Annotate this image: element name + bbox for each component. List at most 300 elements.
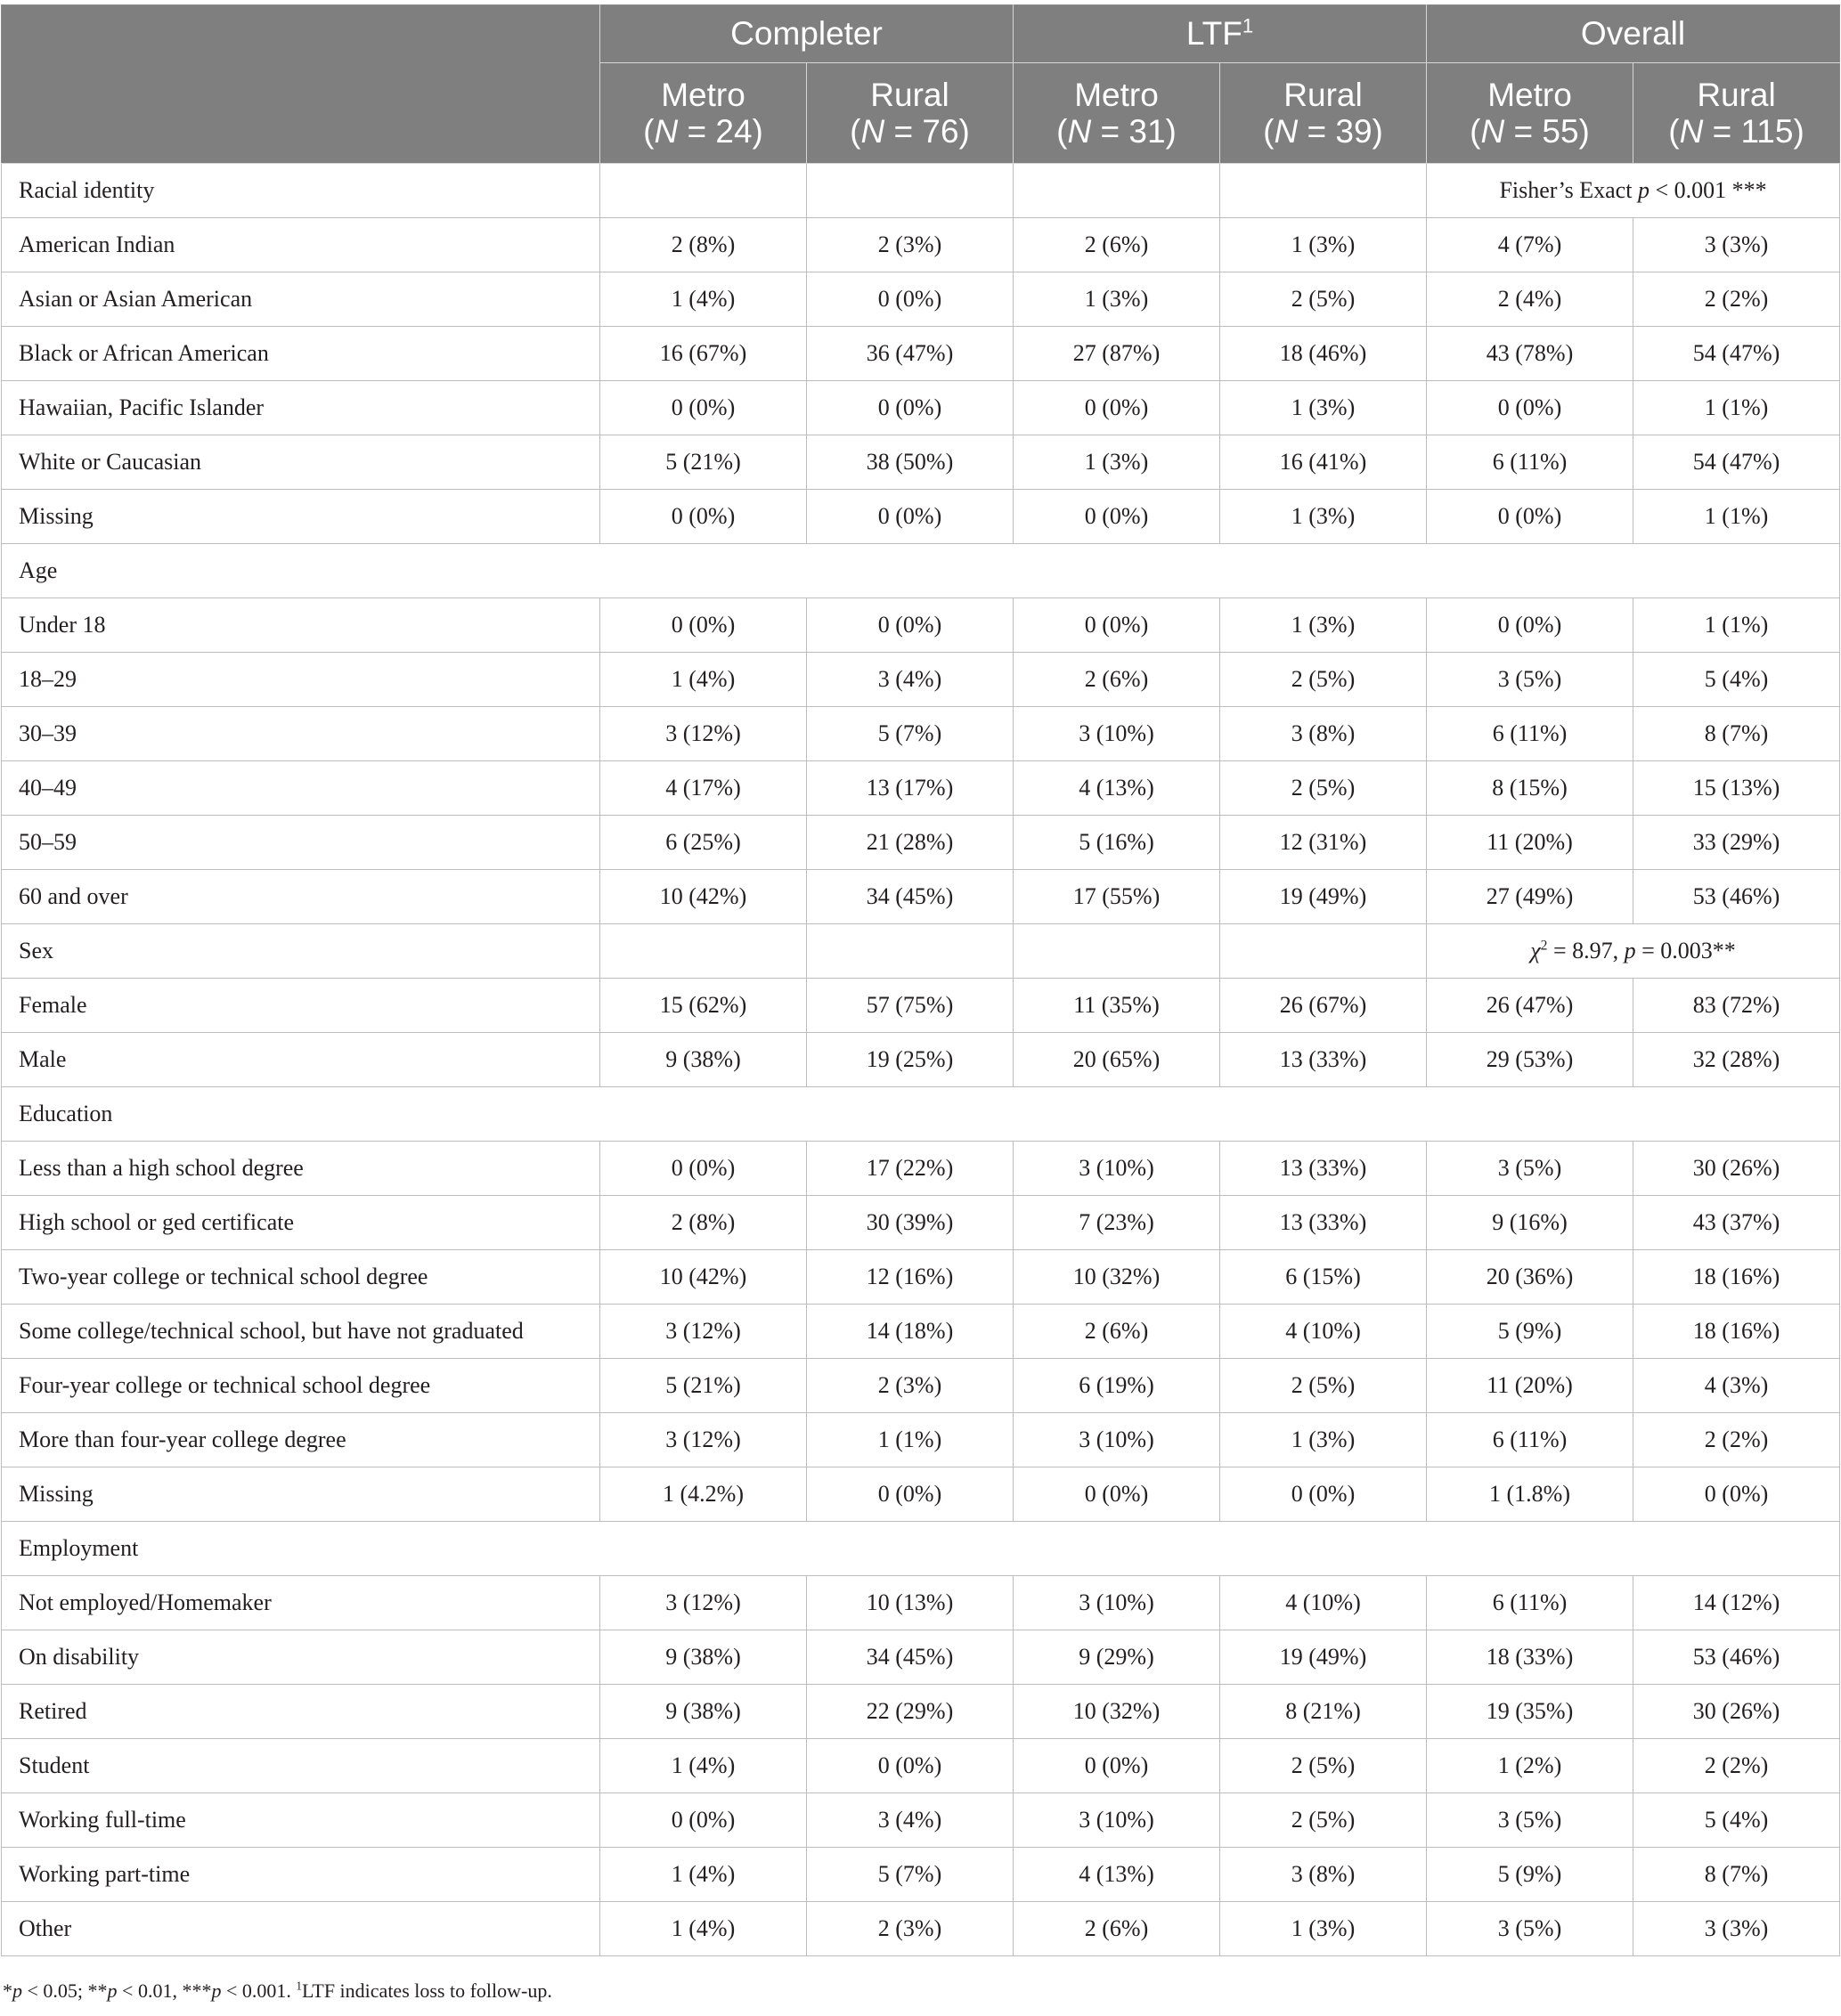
table-row bbox=[2, 653, 1840, 707]
table-row bbox=[2, 1250, 1840, 1305]
row-label: Missing bbox=[2, 1467, 600, 1522]
cell-overall-metro: 11 (20%) bbox=[1427, 816, 1633, 870]
row-label: 40–49 bbox=[2, 761, 600, 816]
cell-completer-rural: 17 (22%) bbox=[807, 1142, 1014, 1196]
cell-completer-rural: 19 (25%) bbox=[807, 1033, 1014, 1087]
cell-completer-rural: 22 (29%) bbox=[807, 1685, 1014, 1739]
cell-overall-metro: 0 (0%) bbox=[1427, 598, 1633, 653]
cell-completer-metro: 1 (4%) bbox=[600, 653, 807, 707]
header-group-ltf bbox=[1014, 5, 1427, 63]
header-group-label: Completer bbox=[730, 15, 883, 52]
header-sub-ltf-metro bbox=[1014, 63, 1220, 164]
cell-completer-metro: 6 (25%) bbox=[600, 816, 807, 870]
cell-overall-rural: 8 (7%) bbox=[1633, 1848, 1840, 1902]
footnote-run: * bbox=[3, 1979, 12, 2002]
footnote-run: LTF indicates loss to follow-up. bbox=[301, 1979, 552, 2002]
table-row bbox=[2, 1467, 1840, 1522]
row-label: White or Caucasian bbox=[2, 435, 600, 490]
cell-ltf-metro: 3 (10%) bbox=[1014, 707, 1220, 761]
sample-size-run: N bbox=[654, 113, 679, 150]
cell-overall-rural: 0 (0%) bbox=[1633, 1467, 1840, 1522]
cell-completer-rural: 0 (0%) bbox=[807, 1739, 1014, 1793]
cell-overall-metro: 43 (78%) bbox=[1427, 327, 1633, 381]
stat-run: p bbox=[1624, 938, 1636, 963]
header-sub-overall-metro bbox=[1427, 63, 1633, 164]
stat-run: = 8.97, bbox=[1547, 938, 1625, 963]
cell-ltf-rural: 3 (8%) bbox=[1220, 707, 1427, 761]
table-row bbox=[2, 1142, 1840, 1196]
cell-completer-metro: 3 (12%) bbox=[600, 1576, 807, 1630]
cell-overall-metro: 4 (7%) bbox=[1427, 218, 1633, 272]
cell-ltf-rural: 1 (3%) bbox=[1220, 490, 1427, 544]
subheader-sample-size bbox=[1220, 113, 1426, 150]
cell-overall-rural: 54 (47%) bbox=[1633, 327, 1840, 381]
cell-overall-metro: 3 (5%) bbox=[1427, 1793, 1633, 1848]
cell-overall-metro: 3 (5%) bbox=[1427, 653, 1633, 707]
row-label: Hawaiian, Pacific Islander bbox=[2, 381, 600, 435]
cell-overall-metro: 8 (15%) bbox=[1427, 761, 1633, 816]
cell-completer-metro: 9 (38%) bbox=[600, 1033, 807, 1087]
subheader-sample-size bbox=[1427, 113, 1633, 150]
cell-ltf-rural: 18 (46%) bbox=[1220, 327, 1427, 381]
table-footnote bbox=[3, 1979, 552, 2003]
cell-completer-metro: 5 (21%) bbox=[600, 435, 807, 490]
cell-ltf-rural: 2 (5%) bbox=[1220, 761, 1427, 816]
cell-ltf-metro: 9 (29%) bbox=[1014, 1630, 1220, 1685]
cell-completer-metro: 2 (8%) bbox=[600, 218, 807, 272]
cell-ltf-metro: 2 (6%) bbox=[1014, 1902, 1220, 1956]
table-row bbox=[2, 1685, 1840, 1739]
cell-overall-metro: 0 (0%) bbox=[1427, 490, 1633, 544]
footnote-run: p bbox=[211, 1979, 222, 2002]
sample-size-run: = 24) bbox=[678, 113, 763, 150]
table-row bbox=[2, 979, 1840, 1033]
cell-completer-rural: 34 (45%) bbox=[807, 870, 1014, 924]
footnote-run: p bbox=[107, 1979, 118, 2002]
cell-completer-rural: 10 (13%) bbox=[807, 1576, 1014, 1630]
cell-overall-rural: 2 (2%) bbox=[1633, 1739, 1840, 1793]
cell-ltf-rural: 1 (3%) bbox=[1220, 218, 1427, 272]
cell-ltf-metro: 20 (65%) bbox=[1014, 1033, 1220, 1087]
cell-ltf-rural: 1 (3%) bbox=[1220, 1902, 1427, 1956]
subheader-label: Rural bbox=[1283, 77, 1363, 113]
cell-overall-rural: 53 (46%) bbox=[1633, 1630, 1840, 1685]
footnote-run: < 0.01, *** bbox=[117, 1979, 212, 2002]
cell-ltf-metro: 27 (87%) bbox=[1014, 327, 1220, 381]
cell-overall-metro: 26 (47%) bbox=[1427, 979, 1633, 1033]
empty-cell bbox=[807, 164, 1014, 218]
subheader-label: Rural bbox=[1697, 77, 1776, 113]
empty-cell bbox=[1014, 164, 1220, 218]
header-sub-ltf-rural bbox=[1220, 63, 1427, 164]
table-row bbox=[2, 598, 1840, 653]
cell-completer-metro: 3 (12%) bbox=[600, 1305, 807, 1359]
row-label: Missing bbox=[2, 490, 600, 544]
cell-ltf-rural: 13 (33%) bbox=[1220, 1196, 1427, 1250]
section-header: Age bbox=[2, 544, 1840, 598]
cell-overall-rural: 30 (26%) bbox=[1633, 1142, 1840, 1196]
footnote-run: < 0.001. bbox=[221, 1979, 297, 2002]
empty-cell bbox=[600, 164, 807, 218]
cell-ltf-metro: 0 (0%) bbox=[1014, 1467, 1220, 1522]
row-label: Student bbox=[2, 1739, 600, 1793]
cell-ltf-metro: 3 (10%) bbox=[1014, 1576, 1220, 1630]
cell-ltf-rural: 8 (21%) bbox=[1220, 1685, 1427, 1739]
cell-completer-metro: 15 (62%) bbox=[600, 979, 807, 1033]
cell-completer-metro: 0 (0%) bbox=[600, 1142, 807, 1196]
sample-size-run: N bbox=[1480, 113, 1505, 150]
cell-overall-rural: 54 (47%) bbox=[1633, 435, 1840, 490]
cell-overall-rural: 33 (29%) bbox=[1633, 816, 1840, 870]
cell-overall-metro: 11 (20%) bbox=[1427, 1359, 1633, 1413]
cell-overall-metro: 2 (4%) bbox=[1427, 272, 1633, 327]
cell-completer-rural: 0 (0%) bbox=[807, 490, 1014, 544]
cell-overall-rural: 1 (1%) bbox=[1633, 490, 1840, 544]
cell-completer-metro: 9 (38%) bbox=[600, 1630, 807, 1685]
row-label: Not employed/Homemaker bbox=[2, 1576, 600, 1630]
cell-overall-metro: 1 (2%) bbox=[1427, 1739, 1633, 1793]
subheader-sample-size bbox=[1014, 113, 1219, 150]
cell-completer-rural: 13 (17%) bbox=[807, 761, 1014, 816]
cell-ltf-metro: 0 (0%) bbox=[1014, 598, 1220, 653]
row-label: Two-year college or technical school degree bbox=[2, 1250, 600, 1305]
cell-completer-rural: 2 (3%) bbox=[807, 1359, 1014, 1413]
empty-cell bbox=[1220, 924, 1427, 979]
row-label: Some college/technical school, but have not graduated bbox=[2, 1305, 600, 1359]
row-label: Four-year college or technical school degree bbox=[2, 1359, 600, 1413]
cell-ltf-metro: 3 (10%) bbox=[1014, 1413, 1220, 1467]
cell-ltf-metro: 1 (3%) bbox=[1014, 272, 1220, 327]
cell-completer-rural: 2 (3%) bbox=[807, 1902, 1014, 1956]
sample-size-run: = 31) bbox=[1091, 113, 1177, 150]
cell-completer-rural: 5 (7%) bbox=[807, 1848, 1014, 1902]
cell-ltf-metro: 3 (10%) bbox=[1014, 1793, 1220, 1848]
cell-ltf-metro: 2 (6%) bbox=[1014, 218, 1220, 272]
cell-completer-metro: 10 (42%) bbox=[600, 870, 807, 924]
stat-run: < 0.001 *** bbox=[1649, 177, 1767, 203]
table-row bbox=[2, 327, 1840, 381]
cell-overall-metro: 5 (9%) bbox=[1427, 1305, 1633, 1359]
header-sub-completer-metro bbox=[600, 63, 807, 164]
cell-overall-rural: 1 (1%) bbox=[1633, 598, 1840, 653]
cell-completer-metro: 0 (0%) bbox=[600, 598, 807, 653]
header-corner bbox=[2, 5, 600, 164]
cell-ltf-rural: 4 (10%) bbox=[1220, 1305, 1427, 1359]
cell-completer-rural: 1 (1%) bbox=[807, 1413, 1014, 1467]
cell-ltf-rural: 16 (41%) bbox=[1220, 435, 1427, 490]
cell-completer-rural: 0 (0%) bbox=[807, 272, 1014, 327]
cell-completer-rural: 34 (45%) bbox=[807, 1630, 1014, 1685]
cell-completer-rural: 3 (4%) bbox=[807, 1793, 1014, 1848]
cell-ltf-rural: 4 (10%) bbox=[1220, 1576, 1427, 1630]
row-label: 18–29 bbox=[2, 653, 600, 707]
empty-cell bbox=[1220, 164, 1427, 218]
cell-completer-rural: 0 (0%) bbox=[807, 1467, 1014, 1522]
cell-completer-metro: 9 (38%) bbox=[600, 1685, 807, 1739]
empty-cell bbox=[807, 924, 1014, 979]
cell-overall-metro: 3 (5%) bbox=[1427, 1902, 1633, 1956]
cell-ltf-rural: 13 (33%) bbox=[1220, 1142, 1427, 1196]
table-row bbox=[2, 1793, 1840, 1848]
cell-ltf-metro: 3 (10%) bbox=[1014, 1142, 1220, 1196]
cell-ltf-rural: 12 (31%) bbox=[1220, 816, 1427, 870]
row-label: Working full-time bbox=[2, 1793, 600, 1848]
sample-size-run: ( bbox=[1470, 113, 1481, 150]
stat-test-result bbox=[1427, 164, 1840, 218]
cell-completer-metro: 4 (17%) bbox=[600, 761, 807, 816]
cell-completer-metro: 0 (0%) bbox=[600, 381, 807, 435]
header-group-overall bbox=[1427, 5, 1840, 63]
cell-overall-rural: 18 (16%) bbox=[1633, 1305, 1840, 1359]
table-row bbox=[2, 761, 1840, 816]
header-sub-completer-rural bbox=[807, 63, 1014, 164]
cell-overall-metro: 6 (11%) bbox=[1427, 1413, 1633, 1467]
section-row bbox=[2, 544, 1840, 598]
subheader-label: Metro bbox=[661, 77, 745, 113]
cell-completer-rural: 14 (18%) bbox=[807, 1305, 1014, 1359]
cell-overall-metro: 20 (36%) bbox=[1427, 1250, 1633, 1305]
subheader-sample-size bbox=[1633, 113, 1839, 150]
cell-overall-metro: 1 (1.8%) bbox=[1427, 1467, 1633, 1522]
sample-size-run: N bbox=[1679, 113, 1704, 150]
cell-ltf-metro: 11 (35%) bbox=[1014, 979, 1220, 1033]
cell-overall-rural: 5 (4%) bbox=[1633, 653, 1840, 707]
table-row bbox=[2, 1630, 1840, 1685]
cell-ltf-metro: 4 (13%) bbox=[1014, 761, 1220, 816]
stat-run: χ bbox=[1530, 938, 1541, 963]
section-row bbox=[2, 1522, 1840, 1576]
row-label: American Indian bbox=[2, 218, 600, 272]
cell-overall-rural: 14 (12%) bbox=[1633, 1576, 1840, 1630]
cell-overall-metro: 0 (0%) bbox=[1427, 381, 1633, 435]
cell-completer-metro: 0 (0%) bbox=[600, 1793, 807, 1848]
sample-size-run: N bbox=[1274, 113, 1299, 150]
cell-ltf-rural: 13 (33%) bbox=[1220, 1033, 1427, 1087]
table-row bbox=[2, 1576, 1840, 1630]
stat-run: = 0.003** bbox=[1635, 938, 1736, 963]
cell-ltf-rural: 0 (0%) bbox=[1220, 1467, 1427, 1522]
cell-completer-metro: 3 (12%) bbox=[600, 707, 807, 761]
table-row bbox=[2, 1739, 1840, 1793]
cell-overall-rural: 2 (2%) bbox=[1633, 1413, 1840, 1467]
row-label: Asian or Asian American bbox=[2, 272, 600, 327]
cell-ltf-rural: 19 (49%) bbox=[1220, 1630, 1427, 1685]
section-header: Education bbox=[2, 1087, 1840, 1142]
cell-ltf-rural: 3 (8%) bbox=[1220, 1848, 1427, 1902]
cell-overall-metro: 27 (49%) bbox=[1427, 870, 1633, 924]
cell-ltf-metro: 4 (13%) bbox=[1014, 1848, 1220, 1902]
subheader-label: Metro bbox=[1074, 77, 1159, 113]
table-row bbox=[2, 1902, 1840, 1956]
row-label: Less than a high school degree bbox=[2, 1142, 600, 1196]
empty-cell bbox=[1014, 924, 1220, 979]
table-row bbox=[2, 870, 1840, 924]
cell-overall-metro: 5 (9%) bbox=[1427, 1848, 1633, 1902]
cell-completer-rural: 38 (50%) bbox=[807, 435, 1014, 490]
cell-completer-rural: 36 (47%) bbox=[807, 327, 1014, 381]
cell-completer-metro: 1 (4.2%) bbox=[600, 1467, 807, 1522]
cell-overall-rural: 8 (7%) bbox=[1633, 707, 1840, 761]
cell-completer-rural: 30 (39%) bbox=[807, 1196, 1014, 1250]
cell-overall-rural: 5 (4%) bbox=[1633, 1793, 1840, 1848]
section-row-with-test bbox=[2, 924, 1840, 979]
cell-overall-metro: 29 (53%) bbox=[1427, 1033, 1633, 1087]
row-label: Black or African American bbox=[2, 327, 600, 381]
cell-overall-rural: 1 (1%) bbox=[1633, 381, 1840, 435]
section-row-with-test bbox=[2, 164, 1840, 218]
cell-completer-rural: 12 (16%) bbox=[807, 1250, 1014, 1305]
cell-overall-metro: 6 (11%) bbox=[1427, 435, 1633, 490]
cell-completer-rural: 2 (3%) bbox=[807, 218, 1014, 272]
row-label: Under 18 bbox=[2, 598, 600, 653]
cell-ltf-metro: 10 (32%) bbox=[1014, 1685, 1220, 1739]
header-row-groups bbox=[2, 5, 1840, 63]
table-row bbox=[2, 1848, 1840, 1902]
cell-completer-metro: 1 (4%) bbox=[600, 1739, 807, 1793]
cell-overall-metro: 6 (11%) bbox=[1427, 1576, 1633, 1630]
row-label: Retired bbox=[2, 1685, 600, 1739]
cell-completer-metro: 2 (8%) bbox=[600, 1196, 807, 1250]
cell-overall-rural: 83 (72%) bbox=[1633, 979, 1840, 1033]
cell-completer-metro: 1 (4%) bbox=[600, 1902, 807, 1956]
cell-ltf-metro: 7 (23%) bbox=[1014, 1196, 1220, 1250]
section-row bbox=[2, 1087, 1840, 1142]
cell-ltf-rural: 1 (3%) bbox=[1220, 381, 1427, 435]
sample-size-run: = 39) bbox=[1298, 113, 1383, 150]
sample-size-run: ( bbox=[1263, 113, 1275, 150]
sample-size-run: ( bbox=[1668, 113, 1680, 150]
row-label: Female bbox=[2, 979, 600, 1033]
header-group-completer bbox=[600, 5, 1014, 63]
table-body bbox=[2, 164, 1840, 1956]
table-row bbox=[2, 218, 1840, 272]
table-row bbox=[2, 490, 1840, 544]
row-label: Working part-time bbox=[2, 1848, 600, 1902]
row-label: Other bbox=[2, 1902, 600, 1956]
footnote-run: p bbox=[12, 1979, 22, 2002]
section-header: Employment bbox=[2, 1522, 1840, 1576]
cell-overall-metro: 6 (11%) bbox=[1427, 707, 1633, 761]
sample-size-run: ( bbox=[643, 113, 655, 150]
stat-run: Fisher’s Exact bbox=[1499, 177, 1638, 203]
cell-ltf-rural: 2 (5%) bbox=[1220, 1793, 1427, 1848]
subheader-sample-size bbox=[600, 113, 806, 150]
cell-overall-rural: 2 (2%) bbox=[1633, 272, 1840, 327]
cell-ltf-metro: 6 (19%) bbox=[1014, 1359, 1220, 1413]
cell-ltf-metro: 2 (6%) bbox=[1014, 653, 1220, 707]
cell-overall-rural: 3 (3%) bbox=[1633, 1902, 1840, 1956]
cell-completer-rural: 57 (75%) bbox=[807, 979, 1014, 1033]
cell-ltf-rural: 2 (5%) bbox=[1220, 1739, 1427, 1793]
table-row bbox=[2, 272, 1840, 327]
row-label: 30–39 bbox=[2, 707, 600, 761]
cell-overall-rural: 32 (28%) bbox=[1633, 1033, 1840, 1087]
cell-ltf-rural: 2 (5%) bbox=[1220, 272, 1427, 327]
cell-overall-rural: 4 (3%) bbox=[1633, 1359, 1840, 1413]
cell-completer-metro: 5 (21%) bbox=[600, 1359, 807, 1413]
section-header: Racial identity bbox=[2, 164, 600, 218]
table-header bbox=[2, 5, 1840, 164]
cell-completer-metro: 3 (12%) bbox=[600, 1413, 807, 1467]
cell-completer-metro: 0 (0%) bbox=[600, 490, 807, 544]
table-row bbox=[2, 435, 1840, 490]
table-row bbox=[2, 1305, 1840, 1359]
cell-completer-rural: 0 (0%) bbox=[807, 598, 1014, 653]
sample-size-run: ( bbox=[850, 113, 861, 150]
demographics-table bbox=[1, 4, 1840, 1956]
table-row bbox=[2, 1413, 1840, 1467]
cell-completer-metro: 10 (42%) bbox=[600, 1250, 807, 1305]
cell-overall-metro: 19 (35%) bbox=[1427, 1685, 1633, 1739]
cell-overall-rural: 53 (46%) bbox=[1633, 870, 1840, 924]
cell-completer-metro: 1 (4%) bbox=[600, 1848, 807, 1902]
row-label: More than four-year college degree bbox=[2, 1413, 600, 1467]
cell-ltf-rural: 6 (15%) bbox=[1220, 1250, 1427, 1305]
cell-ltf-metro: 10 (32%) bbox=[1014, 1250, 1220, 1305]
sample-size-run: ( bbox=[1056, 113, 1068, 150]
empty-cell bbox=[600, 924, 807, 979]
subheader-label: Metro bbox=[1487, 77, 1572, 113]
cell-completer-metro: 1 (4%) bbox=[600, 272, 807, 327]
cell-overall-rural: 43 (37%) bbox=[1633, 1196, 1840, 1250]
cell-overall-metro: 9 (16%) bbox=[1427, 1196, 1633, 1250]
cell-ltf-rural: 26 (67%) bbox=[1220, 979, 1427, 1033]
sample-size-run: = 55) bbox=[1504, 113, 1590, 150]
cell-ltf-metro: 1 (3%) bbox=[1014, 435, 1220, 490]
table-row bbox=[2, 1196, 1840, 1250]
cell-ltf-rural: 2 (5%) bbox=[1220, 1359, 1427, 1413]
cell-overall-metro: 18 (33%) bbox=[1427, 1630, 1633, 1685]
cell-ltf-metro: 2 (6%) bbox=[1014, 1305, 1220, 1359]
header-group-label: LTF bbox=[1185, 15, 1242, 52]
sample-size-run: N bbox=[1067, 113, 1092, 150]
cell-overall-rural: 30 (26%) bbox=[1633, 1685, 1840, 1739]
table-row bbox=[2, 381, 1840, 435]
cell-ltf-rural: 1 (3%) bbox=[1220, 1413, 1427, 1467]
cell-overall-metro: 3 (5%) bbox=[1427, 1142, 1633, 1196]
cell-ltf-rural: 19 (49%) bbox=[1220, 870, 1427, 924]
stat-run: p bbox=[1637, 177, 1650, 203]
row-label: On disability bbox=[2, 1630, 600, 1685]
section-header: Sex bbox=[2, 924, 600, 979]
footnote-run: < 0.05; ** bbox=[22, 1979, 108, 2002]
footnote-run: 1 bbox=[296, 1979, 302, 1993]
table-row bbox=[2, 816, 1840, 870]
cell-completer-rural: 0 (0%) bbox=[807, 381, 1014, 435]
cell-completer-rural: 5 (7%) bbox=[807, 707, 1014, 761]
row-label: Male bbox=[2, 1033, 600, 1087]
cell-overall-rural: 3 (3%) bbox=[1633, 218, 1840, 272]
table-row bbox=[2, 1033, 1840, 1087]
row-label: 60 and over bbox=[2, 870, 600, 924]
stat-run: 2 bbox=[1540, 938, 1548, 954]
table-row bbox=[2, 707, 1840, 761]
row-label: High school or ged certificate bbox=[2, 1196, 600, 1250]
cell-ltf-metro: 0 (0%) bbox=[1014, 490, 1220, 544]
table-row bbox=[2, 1359, 1840, 1413]
sample-size-run: N bbox=[860, 113, 885, 150]
cell-ltf-rural: 1 (3%) bbox=[1220, 598, 1427, 653]
cell-ltf-metro: 0 (0%) bbox=[1014, 1739, 1220, 1793]
cell-ltf-metro: 17 (55%) bbox=[1014, 870, 1220, 924]
header-group-label: Overall bbox=[1580, 15, 1686, 52]
subheader-sample-size bbox=[807, 113, 1013, 150]
row-label: 50–59 bbox=[2, 816, 600, 870]
cell-completer-rural: 21 (28%) bbox=[807, 816, 1014, 870]
sample-size-run: = 115) bbox=[1703, 113, 1804, 150]
stat-test-result bbox=[1427, 924, 1840, 979]
cell-completer-rural: 3 (4%) bbox=[807, 653, 1014, 707]
